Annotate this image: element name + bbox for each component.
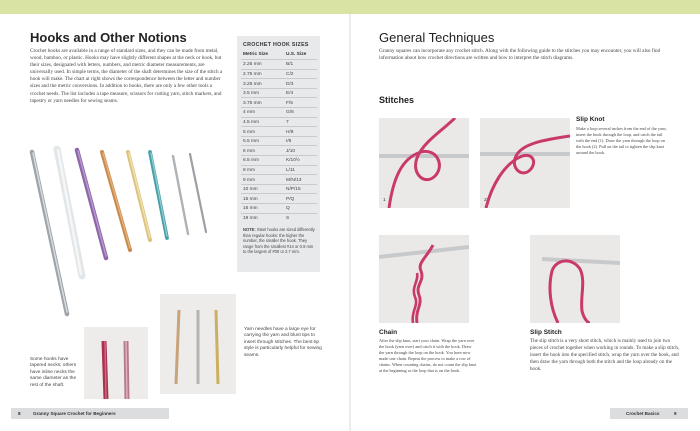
us-size-cell: D/3 — [286, 81, 294, 87]
right-page-heading: General Techniques — [379, 30, 495, 45]
yarn-needles-illustration — [160, 294, 236, 394]
needles-caption: Yarn needles have a large eye for carrying the yarn and blunt tips to insert through stitches. The bent-tip style is particularly helpful for sewing seams. — [244, 327, 322, 358]
us-size-cell: F/5 — [286, 100, 293, 106]
hooks-intro-paragraph: Crochet hooks are available in a range of standard sizes, and they can be made from metal, wood, bamboo, or plastic. Hooks may have slightly different shapes at the neck or hook, but their sizes, designated with letters, numbers, and metric diameter measurements, are universally used. In simple terms, the diameter of the shaft determines the size of the stitch a hook will make. The chart at right shows the correspondence between the letter and number sizes and the metric conversions. In addition to hooks, there are only a few other tools a crochet needs. The list includes a tape measure, scissors for cutting yarn, stitch markers, and tapestry or yarn needles for sewing seams. — [30, 48, 223, 104]
us-size-cell: N/P/15 — [286, 187, 301, 193]
us-size-cell: G/6 — [286, 110, 294, 116]
us-size-cell: I/9 — [286, 139, 292, 145]
us-size-cell: B/1 — [286, 62, 294, 68]
photo-number-2: 2 — [484, 198, 487, 203]
hooks-caption: Some hooks have tapered necks; others have inline necks the same diameter as the rest of the shaft. — [30, 357, 77, 388]
metric-size-cell: 6.5 mm — [243, 158, 259, 164]
metric-size-cell: 2.25 mm — [243, 62, 262, 68]
us-size-cell: M/N/13 — [286, 177, 302, 183]
metric-size-cell: 3.25 mm — [243, 81, 262, 87]
us-size-cell: E/4 — [286, 91, 294, 97]
metric-size-cell: 6 mm — [243, 148, 255, 154]
book-title-footer: Granny Square Crochet for Beginners — [33, 410, 116, 416]
note-label: NOTE: — [243, 227, 256, 232]
slip-knot-step2-illustration — [480, 118, 570, 208]
us-size-cell: S — [286, 215, 290, 221]
chain-photo — [379, 235, 469, 323]
us-size-cell: Q — [286, 206, 290, 212]
yarn-needles-photo — [160, 294, 236, 394]
slip-stitch-text: The slip stitch is a very short stitch, which is mainly used to join two pieces of crochet together when working in rounds. To make a slip stitch, insert the hook into the specified stitch, wrap the yarn over the hook, and then draw the yarn through both the stitch and the loop already on the hook. — [530, 338, 680, 372]
table-note — [243, 227, 315, 255]
slip-stitch-title: Slip Stitch — [530, 329, 562, 336]
right-page-number: 9 — [674, 410, 677, 416]
page-gutter — [349, 14, 351, 431]
us-column-header: U.S. Size — [286, 52, 307, 57]
chain-title: Chain — [379, 329, 398, 336]
slip-stitch-photo — [530, 235, 620, 323]
metric-size-cell: 9 mm — [243, 177, 255, 183]
left-page-heading: Hooks and Other Notions — [30, 30, 187, 45]
metric-column-header: Metric Size — [243, 52, 269, 57]
metric-size-cell: 3.5 mm — [243, 91, 259, 97]
metric-size-cell: 8 mm — [243, 167, 255, 173]
tapered-hooks-illustration — [84, 327, 148, 399]
metric-size-cell: 2.75 mm — [243, 71, 262, 77]
left-page-number: 8 — [18, 410, 21, 416]
us-size-cell: K/10½ — [286, 158, 300, 164]
note-text: Steel hooks are sized differently than regular hooks: the higher the number, the smaller the hook. They range from the smallest #14 or 0.9 mm to the largest of #00 or 2.7 mm. — [243, 227, 315, 255]
us-size-cell: J/10 — [286, 148, 296, 154]
metric-size-cell: 19 mm — [243, 215, 258, 221]
top-color-band — [0, 0, 700, 14]
us-size-cell: L/11 — [286, 167, 295, 173]
metric-size-cell: 5 mm — [243, 129, 255, 135]
metric-size-cell: 4.5 mm — [243, 119, 259, 125]
slip-knot-step1-illustration — [379, 118, 469, 208]
stitches-heading: Stitches — [379, 95, 415, 105]
techniques-intro-paragraph: Granny squares can incorporate any crochet stitch. Along with the following guide to the stitches you may encounter, you will also find information about how crochet directions are written and how to interpret the stitch diagrams. — [379, 48, 661, 62]
us-size-cell: 7 — [286, 119, 289, 125]
us-size-cell: H/8 — [286, 129, 294, 135]
metric-size-cell: 10 mm — [243, 187, 258, 193]
right-folio-bar — [610, 408, 688, 419]
metric-size-cell: 5.5 mm — [243, 139, 259, 145]
slip-stitch-illustration — [530, 235, 620, 323]
left-folio-bar — [11, 408, 169, 419]
hook-table-row — [241, 213, 317, 224]
metric-size-cell: 3.75 mm — [243, 100, 262, 106]
slip-knot-photo-1 — [379, 118, 469, 208]
photo-number-1: 1 — [383, 198, 386, 203]
us-size-cell: C/2 — [286, 71, 294, 77]
chain-illustration — [379, 235, 469, 323]
metric-size-cell: 16 mm — [243, 206, 258, 212]
hook-table-title: CROCHET HOOK SIZES — [243, 42, 309, 48]
section-title-footer: Crochet Basics — [626, 410, 660, 416]
slip-knot-photo-2 — [480, 118, 570, 208]
slip-knot-title: Slip Knot — [576, 116, 605, 123]
chain-text: After the slip knot, start your chain. Wrap the yarn over the hook (yarn over) and catch it with the hook. Draw the yarn through the loop on the hook. You have now made one chain. Repeat the process to make a row of chains. When counting chains, do not count the slip knot at the beginning or the loop that is on the hook. — [379, 338, 477, 373]
metric-size-cell: 15 mm — [243, 196, 258, 202]
us-size-cell: P/Q — [286, 196, 295, 202]
slip-knot-text: Make a loop several inches from the end of the yarn, insert the hook through the loop, and catch the tail with the end (1). Draw the yarn through the loop on the hook (2). Pull on the tail to tighten the slip knot around the hook. — [576, 126, 667, 155]
metric-size-cell: 4 mm — [243, 110, 255, 116]
tapered-hooks-photo — [84, 327, 148, 399]
